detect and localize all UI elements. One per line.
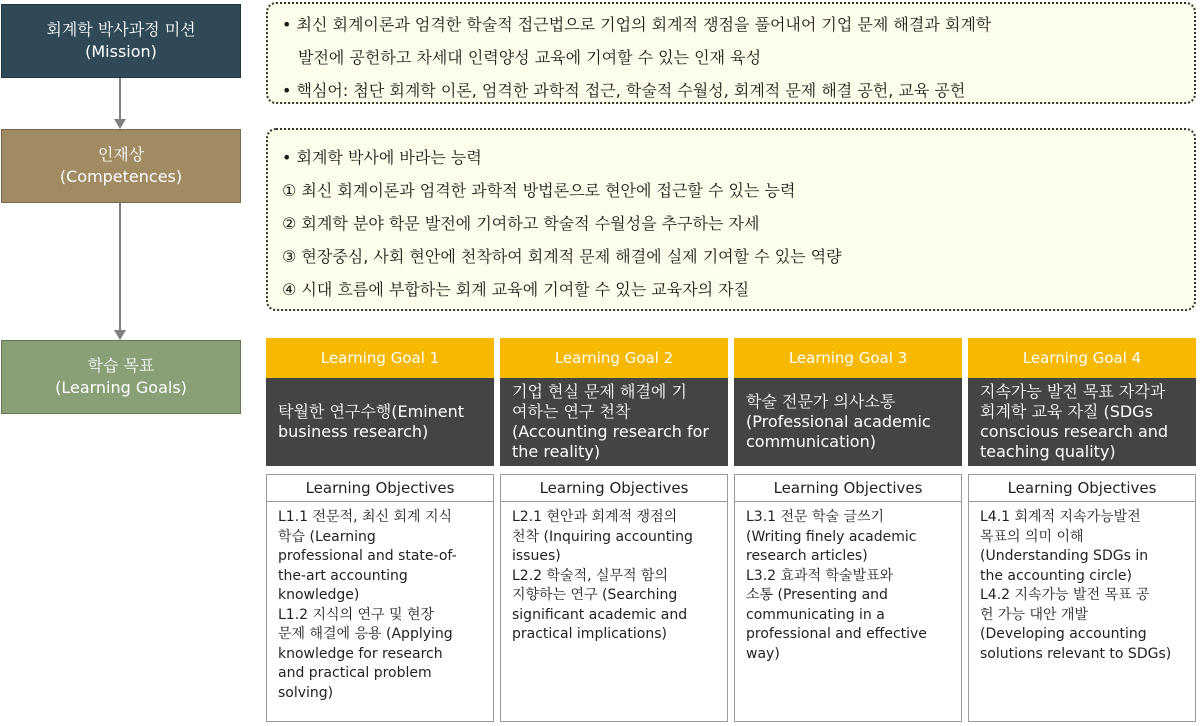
goal-description	[968, 378, 1196, 466]
learning-goal-3	[734, 338, 962, 722]
arrow-down-icon	[114, 119, 126, 129]
objective-line: knowledge for research	[278, 645, 443, 662]
arrow-down-icon	[114, 330, 126, 340]
objective-line: L4.2 지속가능 발전 목표 공	[980, 587, 1150, 603]
objective-line: solutions relevant to SDGs)	[980, 645, 1172, 662]
objective-line: the accounting circle)	[980, 567, 1132, 584]
goal-desc-line: conscious research and	[980, 422, 1169, 441]
goal-desc-line: (Accounting research for	[512, 422, 709, 441]
objective-line: L1.1 전문적, 최신 회계 지식	[278, 509, 453, 525]
competence-item: ① 최신 회계이론과 엄격한 과학적 방법론으로 현안에 접근할 수 있는 능력	[282, 181, 796, 200]
objective-line: 천착 (Inquiring accounting	[512, 528, 693, 545]
goal-header: Learning Goal 1	[266, 338, 494, 378]
objective-line: (Understanding SDGs in	[980, 548, 1149, 564]
learning-goal-4	[968, 338, 1196, 722]
objective-line: knowledge)	[278, 587, 360, 603]
learning-goal-2	[500, 338, 728, 722]
objectives-list	[501, 502, 727, 645]
objective-line: (Developing accounting	[980, 626, 1147, 642]
goal-description	[734, 378, 962, 466]
goal-description	[500, 378, 728, 466]
goal-desc-line: business research)	[278, 422, 429, 441]
connector-line	[119, 203, 121, 330]
goal-desc-line: the reality)	[512, 442, 601, 461]
objective-line: 지향하는 연구 (Searching	[512, 587, 678, 603]
objectives-box	[266, 474, 494, 722]
objective-line: 목표의 의미 이해	[980, 528, 1084, 545]
competence-item: ④ 시대 흐름에 부합하는 회계 교육에 기여할 수 있는 교육자의 자질	[282, 280, 750, 299]
objectives-header: Learning Objectives	[969, 475, 1195, 502]
objectives-list	[735, 502, 961, 664]
goal-header: Learning Goal 4	[968, 338, 1196, 378]
objective-line: L4.1 회계적 지속가능발전	[980, 509, 1141, 525]
objectives-box	[734, 474, 962, 722]
objective-line: solving)	[278, 684, 334, 701]
objective-line: research articles)	[746, 548, 868, 564]
goal-desc-line: teaching quality)	[980, 442, 1116, 461]
objective-line: professional and effective	[746, 626, 927, 642]
goal-desc-line: 회계학 교육 자질 (SDGs	[980, 402, 1153, 421]
competence-item: ③ 현장중심, 사회 현안에 천착하여 회계적 문제 해결에 실제 기여할 수 있는 역량	[282, 247, 842, 266]
objective-line: practical implications)	[512, 626, 667, 642]
goal-header: Learning Goal 2	[500, 338, 728, 378]
objective-line: way)	[746, 645, 780, 662]
learning-goal-1	[266, 338, 494, 722]
objective-line: significant academic and	[512, 606, 688, 623]
objective-line: 헌 가능 대안 개발	[980, 606, 1089, 623]
objective-line: issues)	[512, 548, 561, 564]
mission-line: • 최신 회계이론과 엄격한 학술적 접근법으로 기업의 회계적 쟁점을 풀어내어 기업 문제 해결과 회계학	[282, 15, 992, 34]
goals-label-ko: 학습 목표	[87, 356, 155, 375]
goal-desc-line: communication)	[746, 432, 876, 451]
objective-line: L3.2 효과적 학술발표와	[746, 567, 894, 584]
objectives-list	[267, 502, 493, 703]
goals-label-box	[1, 340, 241, 414]
goal-header: Learning Goal 3	[734, 338, 962, 378]
competences-label-en: (Competences)	[59, 167, 183, 186]
objectives-list	[969, 502, 1195, 664]
goal-desc-line: 여하는 연구 천착	[512, 402, 631, 421]
goal-desc-line: 학술 전문가 의사소통	[746, 392, 896, 411]
competences-box	[266, 128, 1196, 311]
goal-description	[266, 378, 494, 466]
objectives-box	[968, 474, 1196, 722]
mission-label-ko: 회계학 박사과정 미션	[46, 20, 196, 39]
objective-line: 문제 해결에 응용 (Applying	[278, 626, 453, 642]
mission-label-en: (Mission)	[85, 42, 157, 61]
objectives-header: Learning Objectives	[267, 475, 493, 502]
objective-line: L2.1 현안과 회계적 쟁점의	[512, 509, 678, 525]
objective-line: and practical problem	[278, 665, 432, 681]
goal-desc-line: 기업 현실 문제 해결에 기	[512, 382, 687, 401]
competences-label-ko: 인재상	[97, 145, 145, 164]
objective-line: (Writing finely academic	[746, 528, 917, 545]
competence-item: ② 회계학 분야 학문 발전에 기여하고 학술적 수월성을 추구하는 자세	[282, 214, 760, 233]
mission-box	[266, 2, 1196, 104]
mission-line: 발전에 공헌하고 차세대 인력양성 교육에 기여할 수 있는 인재 육성	[298, 48, 762, 67]
objectives-header: Learning Objectives	[735, 475, 961, 502]
objective-line: the-art accounting	[278, 567, 408, 584]
goal-desc-line: (Professional academic	[746, 412, 931, 431]
objective-line: 학습 (Learning	[278, 528, 376, 545]
objective-line: professional and state-of-	[278, 548, 457, 564]
competences-label-box	[1, 129, 241, 203]
objective-line: L1.2 지식의 연구 및 현장	[278, 606, 435, 623]
mission-label-box	[1, 4, 241, 78]
goal-desc-line: 지속가능 발전 목표 자각과	[980, 382, 1166, 401]
competences-heading: • 회계학 박사에 바라는 능력	[282, 148, 482, 167]
objective-line: communicating in a	[746, 606, 885, 623]
objectives-header: Learning Objectives	[501, 475, 727, 502]
objective-line: L3.1 전문 학술 글쓰기	[746, 509, 885, 525]
objectives-box	[500, 474, 728, 722]
goal-desc-line: 탁월한 연구수행(Eminent	[278, 402, 465, 421]
connector-line	[119, 78, 121, 119]
objective-line: L2.2 학술적, 실무적 함의	[512, 567, 669, 584]
mission-keywords: • 핵심어: 첨단 회계학 이론, 엄격한 과학적 접근, 학술적 수월성, 회계적 문제 해결 공헌, 교육 공헌	[282, 81, 966, 100]
goals-label-en: (Learning Goals)	[55, 378, 187, 397]
objective-line: 소통 (Presenting and	[746, 587, 888, 603]
